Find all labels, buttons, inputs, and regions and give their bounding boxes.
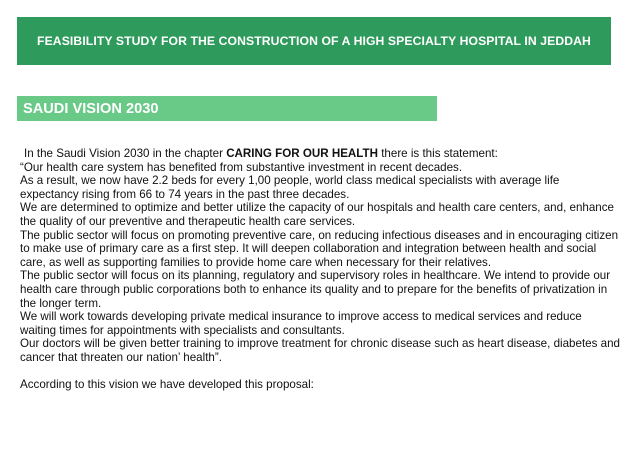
body-text — [20, 147, 620, 392]
paragraph-3: We are determined to optimize and better utilize the capacity of our hospitals and health care centers, and, enhance the quality of our preventive and therapeutic health care services. — [20, 201, 614, 228]
intro-text-after: there is this statement: — [377, 147, 498, 160]
chapter-name: CARING FOR OUR HEALTH — [226, 147, 378, 160]
intro-text-before: In the Saudi Vision 2030 in the chapter — [24, 147, 227, 160]
paragraph-4: The public sector will focus on promoting preventive care, on reducing infectious diseases and in encouraging citizen to make use of primary care as a first step. It will deepen collaboration and integration between health and social care, as well as supporting families to provide home care when necessary for their relatives. — [20, 228, 619, 269]
paragraph-2: As a result, we now have 2.2 beds for every 1,00 people, world class medical specialists with average life expectancy rising from 66 to 74 years in the past three decades. — [20, 174, 560, 201]
section-bar — [17, 96, 437, 121]
paragraph-1: “Our health care system has benefited from substantive investment in recent decades. — [20, 160, 463, 174]
section-title: SAUDI VISION 2030 — [23, 100, 159, 117]
closing-line: According to this vision we have developed this proposal: — [20, 378, 314, 392]
paragraph-7: Our doctors will be given better training to improve treatment for chronic disease such as heart disease, diabetes and cancer that threaten our nation’ health”. — [20, 337, 620, 364]
header-bar — [17, 17, 611, 65]
paragraph-5: The public sector will focus on its planning, regulatory and supervisory roles in healthcare. We intend to provide our health care through public corporations both to enhance its quality and to prepare for the benefits of privatization in the longer term. — [20, 269, 611, 310]
intro-line — [20, 147, 620, 161]
paragraph-6: We will work towards developing private medical insurance to improve access to medical services and reduce waiting times for appointments with specialists and consultants. — [20, 310, 582, 337]
document-title: FEASIBILITY STUDY FOR THE CONSTRUCTION OF A HIGH SPECIALTY HOSPITAL IN JEDDAH — [37, 34, 591, 48]
